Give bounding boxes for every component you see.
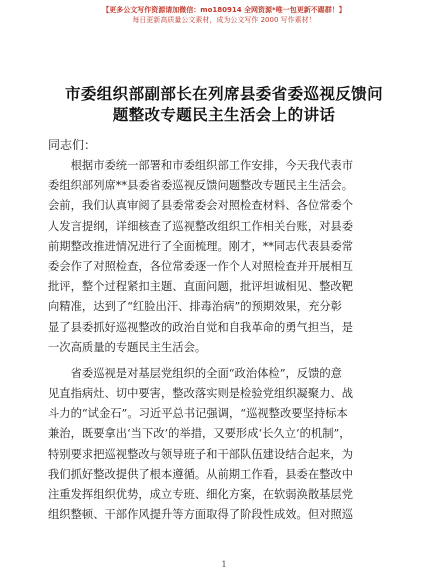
paragraph-line: 特别要求把巡视整改与领导班子和干部队伍建设结合起来，为: [48, 447, 354, 461]
paragraph-line: 批评，整个过程紧扣主题、直面问题，批评坦诚相见、整改靶: [48, 280, 354, 294]
paragraph-line: 省委巡视是对基层党组织的全面“政治体检”，反馈的意: [48, 366, 342, 380]
paragraph-line: 会前，我们认真审阅了县委常委会对照检查材料、各位常委个: [48, 199, 354, 213]
banner-line-1: 【更多公文写作资源请加微信：mo180914 全网资源*唯一包更新不踢群！】: [102, 6, 346, 14]
title-line-1: 市委组织部副部长在列席县委省委巡视反馈问: [64, 85, 383, 103]
paragraph-line: 一次高质量的专题民主生活会。: [48, 340, 207, 354]
paragraph-2: [48, 364, 398, 526]
paragraph-line: 注重发挥组织优势，成立专班、细化方案，在软弱涣散基层党: [48, 488, 354, 501]
paragraph-line: 见直指病灶、切中要害，整改落实则是检验党组织凝聚力、战: [48, 387, 354, 401]
paragraph-line: 我们抓好整改提供了根本遵循。从前期工作看，县委在整改中: [48, 467, 354, 481]
banner-line-2: 每日更新高质量公文素材，成为公文写作 2000 写作素材！: [132, 16, 316, 24]
paragraph-1: [48, 156, 398, 358]
paragraph-line: 组织整顿、干部作风提升等方面取得了阶段性成效。但对照巡: [48, 508, 354, 522]
title-line-2: 题整改专题民主生活会上的讲话: [112, 106, 336, 124]
paragraph-line: 斗力的“试金石”。习近平总书记强调，“巡视整改要坚持标本: [48, 407, 348, 421]
document-body: [48, 156, 398, 525]
paragraph-line: 前期整改推进情况进行了全面梳理。刚才，**同志代表县委常: [48, 239, 354, 253]
paragraph-line: 向精准，达到了“红脸出汗、排毒治病”的预期效果，充分彰: [48, 300, 342, 314]
paragraph-line: 兼治，既要拿出‘当下改’的举措，又要形成‘长久立’的机制”，: [48, 427, 351, 441]
paragraph-line: 根据市委统一部署和市委组织部工作安排，今天我代表市: [48, 159, 354, 172]
page-number: 1: [221, 560, 227, 569]
header-banner: [0, 5, 448, 25]
paragraph-line: 人发言提纲，详细核查了巡视整改组织工作相关台账，对县委: [48, 219, 354, 233]
paragraph-line: 显了县委抓好巡视整改的政治自觉和自我革命的勇气担当，是: [48, 320, 354, 334]
greeting: 同志们：: [48, 138, 97, 152]
paragraph-line: 委组织部列席**县委省委巡视反馈问题整改专题民主生活会。: [48, 179, 354, 193]
paragraph-line: 委会作了对照检查，各位常委逐一作个人对照检查并开展相互: [48, 259, 354, 273]
document-title: [48, 84, 400, 126]
